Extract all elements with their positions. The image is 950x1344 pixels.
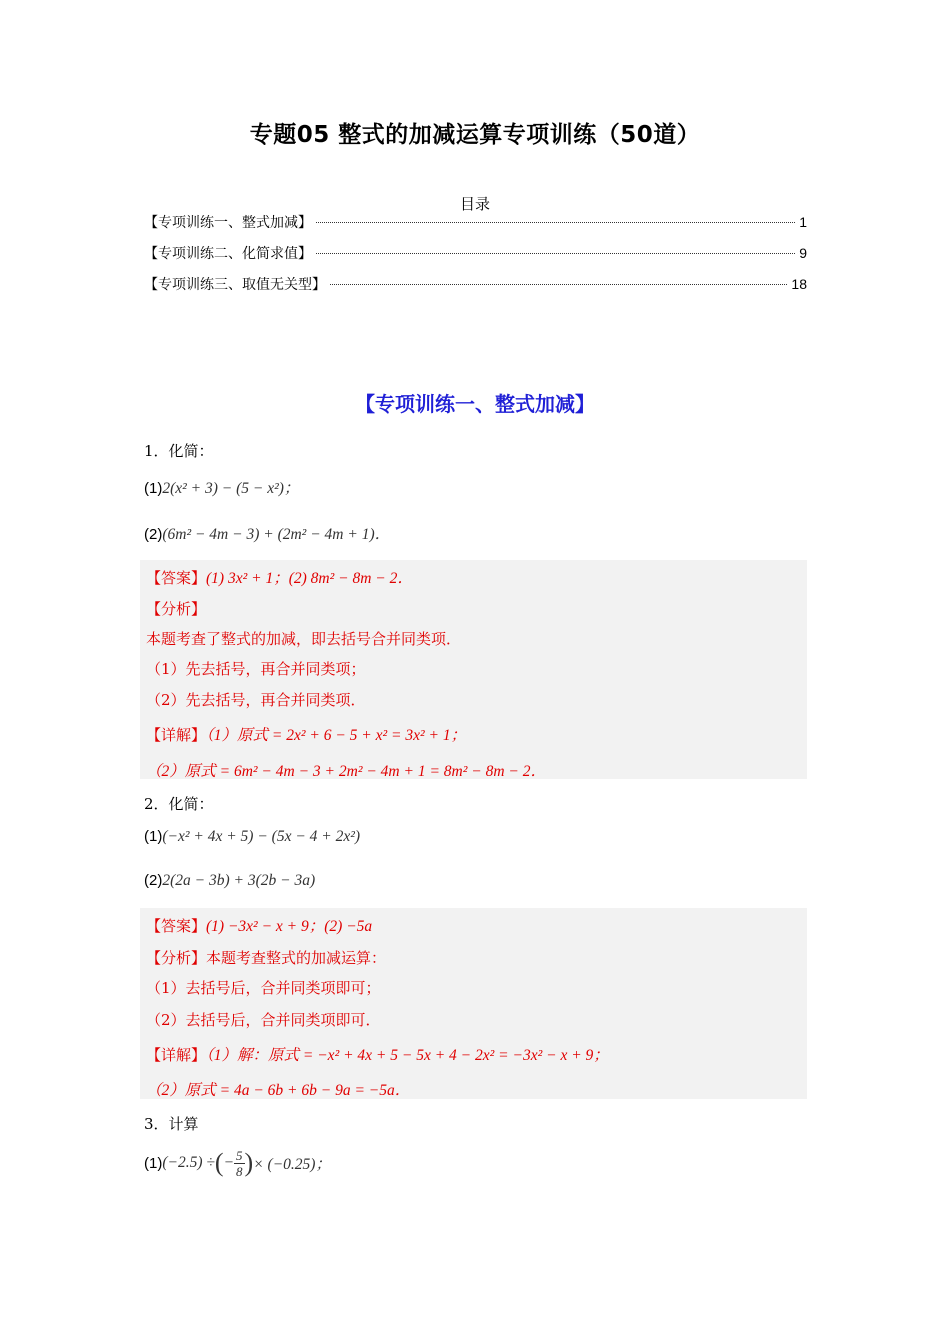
left-paren: (: [214, 1148, 224, 1177]
toc-leader: [330, 284, 787, 285]
detail-1: [146, 723, 466, 745]
fraction: [234, 1148, 245, 1179]
toc-item-1[interactable]: [144, 212, 807, 234]
detail-tag: 【详解】: [146, 726, 207, 744]
question-2-part-2: [144, 872, 315, 890]
math-expression: 2(x² + 3) − (5 − x²)；: [162, 480, 300, 497]
detail-line: [146, 759, 546, 781]
toc-item-2[interactable]: [144, 243, 807, 265]
right-paren: ): [244, 1148, 254, 1177]
part-label: (1): [144, 480, 163, 497]
toc-item-3[interactable]: [144, 274, 807, 296]
question-2-part-1: [144, 828, 360, 846]
answer-box-2: [140, 908, 807, 1099]
question-1-part-2: [144, 522, 390, 544]
analysis-line: （1）去括号后，合并同类项即可；: [146, 979, 381, 997]
section-title: 【专项训练一、整式加减】: [355, 392, 595, 416]
detail-line: [146, 1078, 410, 1100]
question-1-part-1: [144, 476, 299, 498]
answer-text: (1) 3x² + 1；(2) 8m² − 8m − 2．: [206, 570, 413, 587]
analysis-line: 本题考查了整式的加减，即去括号合并同类项．: [146, 630, 462, 648]
toc-heading: 目录: [459, 195, 490, 213]
answer-1: [146, 566, 413, 588]
toc-item-page: 9: [799, 245, 807, 261]
question-1-stem: 1．化简：: [144, 442, 214, 460]
math-expression: (−x² + 4x + 5) − (5x − 4 + 2x²): [162, 828, 361, 845]
detail-2: [146, 1043, 609, 1065]
toc-leader: [316, 222, 795, 223]
part-label: (2): [144, 526, 163, 543]
analysis-line: （2）先去括号，再合并同类项．: [146, 691, 366, 709]
toc-leader: [316, 253, 795, 254]
math-expression: × (−0.25)；: [253, 1156, 331, 1173]
toc-item-label: 【专项训练三、取值无关型】: [144, 277, 326, 293]
detail-tag: 【详解】: [146, 1046, 207, 1064]
math-expression: (−2.5) ÷: [162, 1154, 215, 1171]
analysis-line: （1）先去括号，再合并同类项；: [146, 660, 366, 678]
analysis-tag: 【分析】: [146, 949, 207, 967]
analysis-line: 本题考查整式的加减运算：: [206, 949, 387, 967]
toc-item-page: 18: [791, 276, 807, 292]
toc-item-label: 【专项训练一、整式加减】: [144, 215, 312, 231]
part-label: (2): [144, 872, 163, 889]
page-title: 专题05 整式的加减运算专项训练（50道）: [249, 122, 701, 148]
answer-tag: 【答案】: [146, 569, 207, 587]
part-label: (1): [144, 828, 163, 845]
minus-sign: −: [223, 1154, 235, 1171]
question-3-stem: 3．计算: [144, 1115, 199, 1133]
fraction-numerator: 5: [236, 1147, 243, 1163]
answer-tag: 【答案】: [146, 917, 207, 935]
toc-item-label: 【专项训练二、化简求值】: [144, 246, 312, 262]
analysis-line: （2）去括号后，合并同类项即可．: [146, 1011, 381, 1029]
detail-line: （1）解：原式 = −x² + 4x + 5 − 5x + 4 − 2x² = −3x² − x + 9；: [206, 1047, 609, 1064]
toc-item-page: 1: [799, 214, 807, 230]
answer-text: (1) −3x² − x + 9；(2) −5a: [206, 918, 373, 935]
detail-line: （1）原式 = 2x² + 6 − 5 + x² = 3x² + 1；: [206, 727, 467, 744]
math-expression: 2(2a − 3b) + 3(2b − 3a): [162, 872, 316, 889]
part-label: (1): [144, 1154, 163, 1172]
question-2-stem: 2．化简：: [144, 795, 214, 813]
question-3-part-1: [144, 1140, 331, 1186]
fraction-denominator: 8: [236, 1163, 243, 1179]
math-expression: (6m² − 4m − 3) + (2m² − 4m + 1)．: [162, 526, 391, 543]
answer-2: [146, 914, 372, 936]
analysis-2: [146, 947, 386, 968]
analysis-tag: 【分析】: [146, 600, 207, 618]
detail-line: （2）原式 = 4a − 6b + 6b − 9a = −5a．: [146, 1082, 411, 1099]
detail-line: （2）原式 = 6m² − 4m − 3 + 2m² − 4m + 1 = 8m² − 8m − 2．: [146, 763, 546, 780]
